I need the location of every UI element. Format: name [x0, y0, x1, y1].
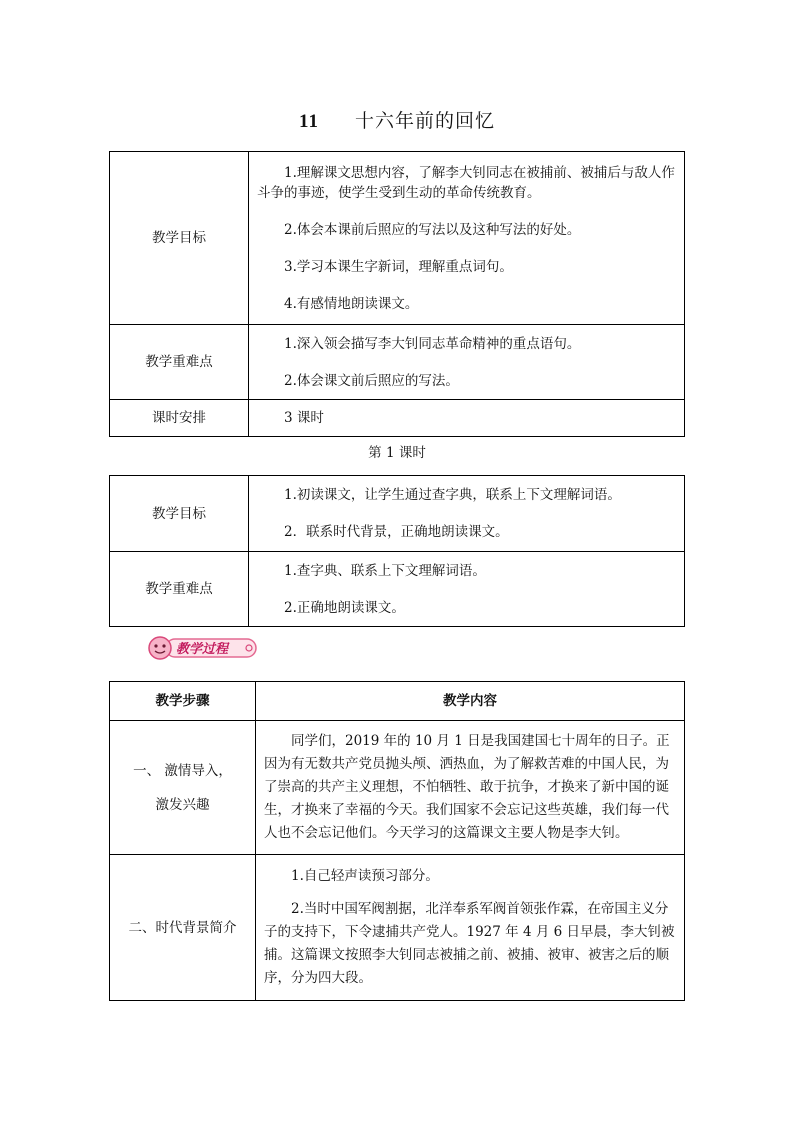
row-content	[249, 400, 685, 437]
table-row	[110, 855, 685, 1001]
step-label-line: 一、 激情导入，	[133, 762, 232, 779]
lesson-number: 11	[299, 111, 319, 132]
table-row	[110, 152, 685, 325]
row-label: 教学目标	[110, 476, 249, 552]
list-item: 2.当时中国军阀割据，北洋奉系军阀首领张作霖，在帝国主义分子的支持下，下令逮捕共产党人。1927 年 4 月 6 日早晨，李大钊被捕。这篇课文按照李大钊同志被捕之前、被捕、被审、被害之后的顺序，分为四大段。	[264, 901, 675, 986]
cartoon-face-icon	[149, 637, 171, 659]
column-header: 教学内容	[256, 682, 685, 721]
table-row	[110, 325, 685, 400]
step-label	[110, 721, 256, 855]
badge-text: 教学过程	[176, 642, 229, 657]
row-label: 课时安排	[110, 400, 249, 437]
row-label: 教学重难点	[110, 325, 249, 400]
row-content	[249, 325, 685, 400]
table-header-row	[110, 682, 685, 721]
eye-icon	[154, 644, 157, 647]
list-item: 2.正确地朗读课文。	[284, 599, 405, 616]
list-item: 2.体会本课前后照应的写法以及这种写法的好处。	[284, 221, 581, 238]
step-label-line: 二、时代背景简介	[128, 919, 237, 936]
row-label: 教学目标	[110, 152, 249, 325]
list-item: 1.查字典、联系上下文理解词语。	[284, 562, 486, 579]
list-item: 4.有感情地朗读课文。	[284, 295, 419, 312]
table-row	[110, 476, 685, 552]
page-title	[0, 106, 794, 133]
table-row	[110, 721, 685, 855]
table-row	[110, 552, 685, 627]
lesson-title: 十六年前的回忆	[354, 110, 495, 132]
list-item: 3.学习本课生字新词，理解重点词句。	[284, 258, 513, 275]
step-content	[256, 855, 685, 1001]
list-item: 同学们，2019 年的 10 月 1 日是我国建国七十周年的日子。正因为有无数共产党员抛头颅、洒热血，为了解救苦难的中国人民，为了崇高的共产主义理想，不怕牺牲、敢于抗争，才换来了新中国的诞生，才换来了幸福的今天。我们国家不会忘记这些英雄，我们每一代人也不会忘记他们。今天学习的这篇课文主要人物是李大钊。	[264, 733, 670, 841]
row-content	[249, 476, 685, 552]
overview-table	[109, 151, 685, 437]
teaching-process-badge	[146, 633, 258, 663]
list-item: 1.初读课文，让学生通过查字典，联系上下文理解词语。	[284, 487, 621, 503]
lesson1-table	[109, 475, 685, 627]
lesson-heading: 第 1 课时	[368, 445, 426, 461]
process-table	[109, 681, 685, 1001]
row-label: 教学重难点	[110, 552, 249, 627]
list-item: 1.理解课文思想内容，了解李大钊同志在被捕前、被捕后与敌人作斗争的事迹，使学生受到生动的革命传统教育。	[257, 164, 675, 201]
row-content	[249, 152, 685, 325]
list-item: 2.体会课文前后照应的写法。	[284, 372, 459, 389]
step-label	[110, 855, 256, 1001]
list-item: 3 课时	[284, 410, 324, 426]
table-row	[110, 400, 685, 437]
step-content	[256, 721, 685, 855]
list-item: 1.自己轻声读预习部分。	[291, 868, 439, 884]
eye-icon	[162, 644, 165, 647]
column-header: 教学步骤	[110, 682, 256, 721]
step-label-line: 激发兴趣	[155, 796, 210, 813]
list-item: 2．联系时代背景，正确地朗读课文。	[284, 524, 509, 540]
row-content	[249, 552, 685, 627]
list-item: 1.深入领会描写李大钊同志革命精神的重点语句。	[284, 335, 581, 352]
